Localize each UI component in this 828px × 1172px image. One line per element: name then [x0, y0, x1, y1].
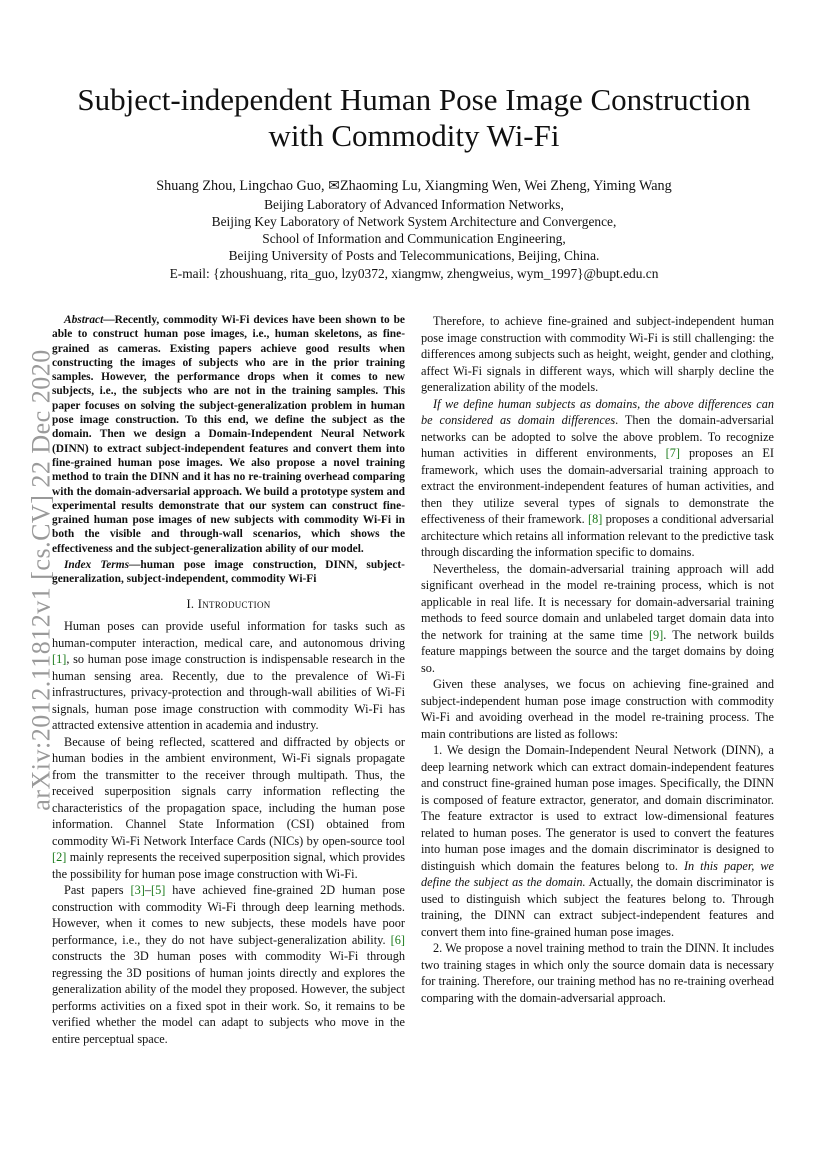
arxiv-identifier[interactable]: arXiv:2012.11812v1 [cs.CV] 22 Dec 2020: [27, 349, 56, 811]
abstract: [52, 313, 405, 556]
emphasis-text: If we define human subjects as domains, the above differences can be considered as domain differences: [421, 396, 774, 427]
citation-link[interactable]: [9]: [648, 627, 664, 642]
citation-link[interactable]: [1]: [52, 652, 67, 667]
text-run: Actually, the domain discriminator is used to distinguish which subject the features belong to. Through training, the DINN can extract subject-independent features and convert them into fine-grained human pose images.: [421, 875, 774, 939]
text-run: proposes a conditional adversarial architecture which retains all information relevant to the predictive task through discarding the information specific to domains.: [421, 512, 774, 559]
citation-link[interactable]: [8]: [587, 512, 603, 526]
body-paragraph-2: [421, 396, 774, 561]
body-paragraph-1: Therefore, to achieve fine-grained and subject-independent human pose image construction with commodity Wi-Fi is still challenging: the differences among subjects such as height, weight, gender and clothing, affect Wi-Fi signals in different ways, which will sharply decline the generalization ability of the models.: [421, 314, 774, 394]
citation-link[interactable]: [2]: [52, 850, 67, 865]
text-run: proposes an EI framework, which uses the domain-adversarial training approach to extract the environment-independent features of human activities, and then they utilize several types of signals to demonstrate the effectiveness of their framework.: [421, 446, 774, 526]
affiliation-line-4: Beijing University of Posts and Telecommunications, Beijing, China.: [228, 248, 600, 263]
author-block: [60, 177, 768, 282]
text-run: have achieved fine-grained 2D human pose construction with commodity Wi-Fi through deep learning methods. However, when it comes to new subjects, these models have poor performance, i.e., they do not have subject-generalization ability.: [52, 883, 405, 947]
text-run: 1. We design the Domain-Independent Neural Network (DINN), a deep learning network which can extract domain-independent features and construct fine-grained human pose images. Specifically, the DINN is composed of feature extractor, generator, and domain discriminator. The feature extractor is used to extract low-dimensional features related to human poses. The generator is used to convert the features into human pose images and the domain discriminator is designed to distinguish which domain the features belong to.: [421, 743, 774, 873]
index-terms-label: Index Terms: [64, 559, 130, 572]
author-emails: E-mail: {zhoushuang, rita_guo, lzy0372, xiangmw, zhengweius, wym_1997}@bupt.edu.cn: [169, 266, 659, 281]
intro-paragraph-3: [52, 882, 405, 1047]
text-run: –: [144, 883, 151, 898]
section-heading-introduction: [52, 596, 405, 613]
affiliation-line-3: School of Information and Communication Engineering,: [262, 231, 566, 246]
paper-title: Subject-independent Human Pose Image Construction with Commodity Wi-Fi: [77, 82, 751, 153]
abstract-text: —Recently, commodity Wi-Fi devices have been shown to be able to construct human pose images, i.e., human skeletons, as fine-grained as cameras. Existing papers achieve good results when constructing the images of subjects who are in the prior training samples. However, the performance drops when it comes to new subjects, i.e., the subjects who are not in the training samples. This paper focuses on solving the subject-generalization problem in human pose image construction. To this end, we define the subject as the domain. Then we design a Domain-Independent Neural Network (DINN) to extract subject-independent features and convert them into fine-grained human pose images. We also propose a novel training method to train the DINN and it has no re-training overhead comparing with the domain-adversarial approach. We build a prototype system and experimental results demonstrate that our system can construct fine-grained human pose images of new subjects with commodity Wi-Fi in both the visible and through-wall scenarios, which shows the effectiveness and the subject-generalization ability of our model.: [52, 314, 405, 555]
affiliation-line-1: Beijing Laboratory of Advanced Information Networks,: [264, 197, 564, 212]
body-paragraph-4: Given these analyses, we focus on achieving fine-grained and subject-independent human pose image construction with commodity Wi-Fi and avoiding overhead in the model re-training process. The main contributions are listed as follows:: [421, 677, 774, 741]
text-run: Past papers: [64, 883, 131, 898]
citation-link[interactable]: [3]: [130, 883, 145, 898]
text-run: . Then the domain-adversarial networks can be adopted to solve the above problem. To recognize human activities in different environments,: [421, 413, 774, 460]
emphasis-text: In this paper, we define the subject as the domain.: [421, 858, 774, 889]
text-run: Human poses can provide useful information for tasks such as human-computer interaction, medical care, and autonomous driving: [52, 619, 405, 650]
text-run: Nevertheless, the domain-adversarial training approach will add significant overhead in the model re-training process, which is not applicable in real life. It is necessary for domain-adversarial training methods to feed source domain and unlabeled target domain data into the network for training at the same time: [421, 561, 774, 642]
text-run: , so human pose image construction is indispensable research in the human sensing area. Recently, due to the prevalence of Wi-Fi infrastructures, privacy-protection and through-wall abilities of Wi-Fi signals, human pose image construction with commodity Wi-Fi has attracted extensive attention in academia and industry.: [52, 652, 405, 733]
right-column: [421, 313, 774, 1006]
citation-link[interactable]: [6]: [390, 932, 405, 947]
affiliation-line-2: Beijing Key Laboratory of Network System Architecture and Convergence,: [211, 214, 617, 229]
citation-link[interactable]: [7]: [665, 446, 680, 460]
text-run: mainly represents the received superposition signal, which provides the possibility for human pose image construction with Wi-Fi.: [52, 850, 405, 881]
index-terms-text: —human pose image construction, DINN, subject-generalization, subject-independent, commodity Wi-Fi: [52, 559, 405, 586]
index-terms: [52, 558, 405, 587]
text-run: . The network builds feature mappings between the source and the target domains by doing so.: [421, 627, 774, 675]
intro-paragraph-1: [52, 618, 405, 734]
contribution-1: [421, 742, 774, 940]
intro-paragraph-2: [52, 734, 405, 883]
section-number: I.: [186, 596, 198, 611]
contribution-2: 2. We propose a novel training method to train the DINN. It includes two training stages in which only the source domain data is necessary for training. Therefore, our training method has no re-training overhead comparing with the domain-adversarial approach.: [421, 941, 774, 1005]
citation-link[interactable]: [5]: [150, 883, 166, 898]
body-paragraph-3: [421, 561, 774, 677]
text-run: Because of being reflected, scattered and diffracted by objects or human bodies in the ambient environment, Wi-Fi signals propagate from the transmitter to the receiver through multipath. Thus, the received superposition signals carry information reflecting the characteristics of the propagation space, including the human pose information. Channel State Information (CSI) obtained from commodity Wi-Fi Network Interface Cards (NICs) by open-source tool: [52, 734, 405, 848]
author-list: Shuang Zhou, Lingchao Guo, ✉Zhaoming Lu, Xiangming Wen, Wei Zheng, Yiming Wang: [156, 178, 672, 194]
abstract-label: Abstract: [64, 314, 104, 326]
left-column: [52, 313, 405, 1047]
text-run: constructs the 3D human poses with commodity Wi-Fi through regressing the 3D positions of human joints directly and explores the generalization ability of the model they proposed. However, the subject performs activities on a fixed spot in their work. So, it remains to be verified whether the model can adapt to subjects who move in the entire perceptual space.: [52, 949, 405, 1046]
section-title: Introduction: [197, 596, 271, 611]
